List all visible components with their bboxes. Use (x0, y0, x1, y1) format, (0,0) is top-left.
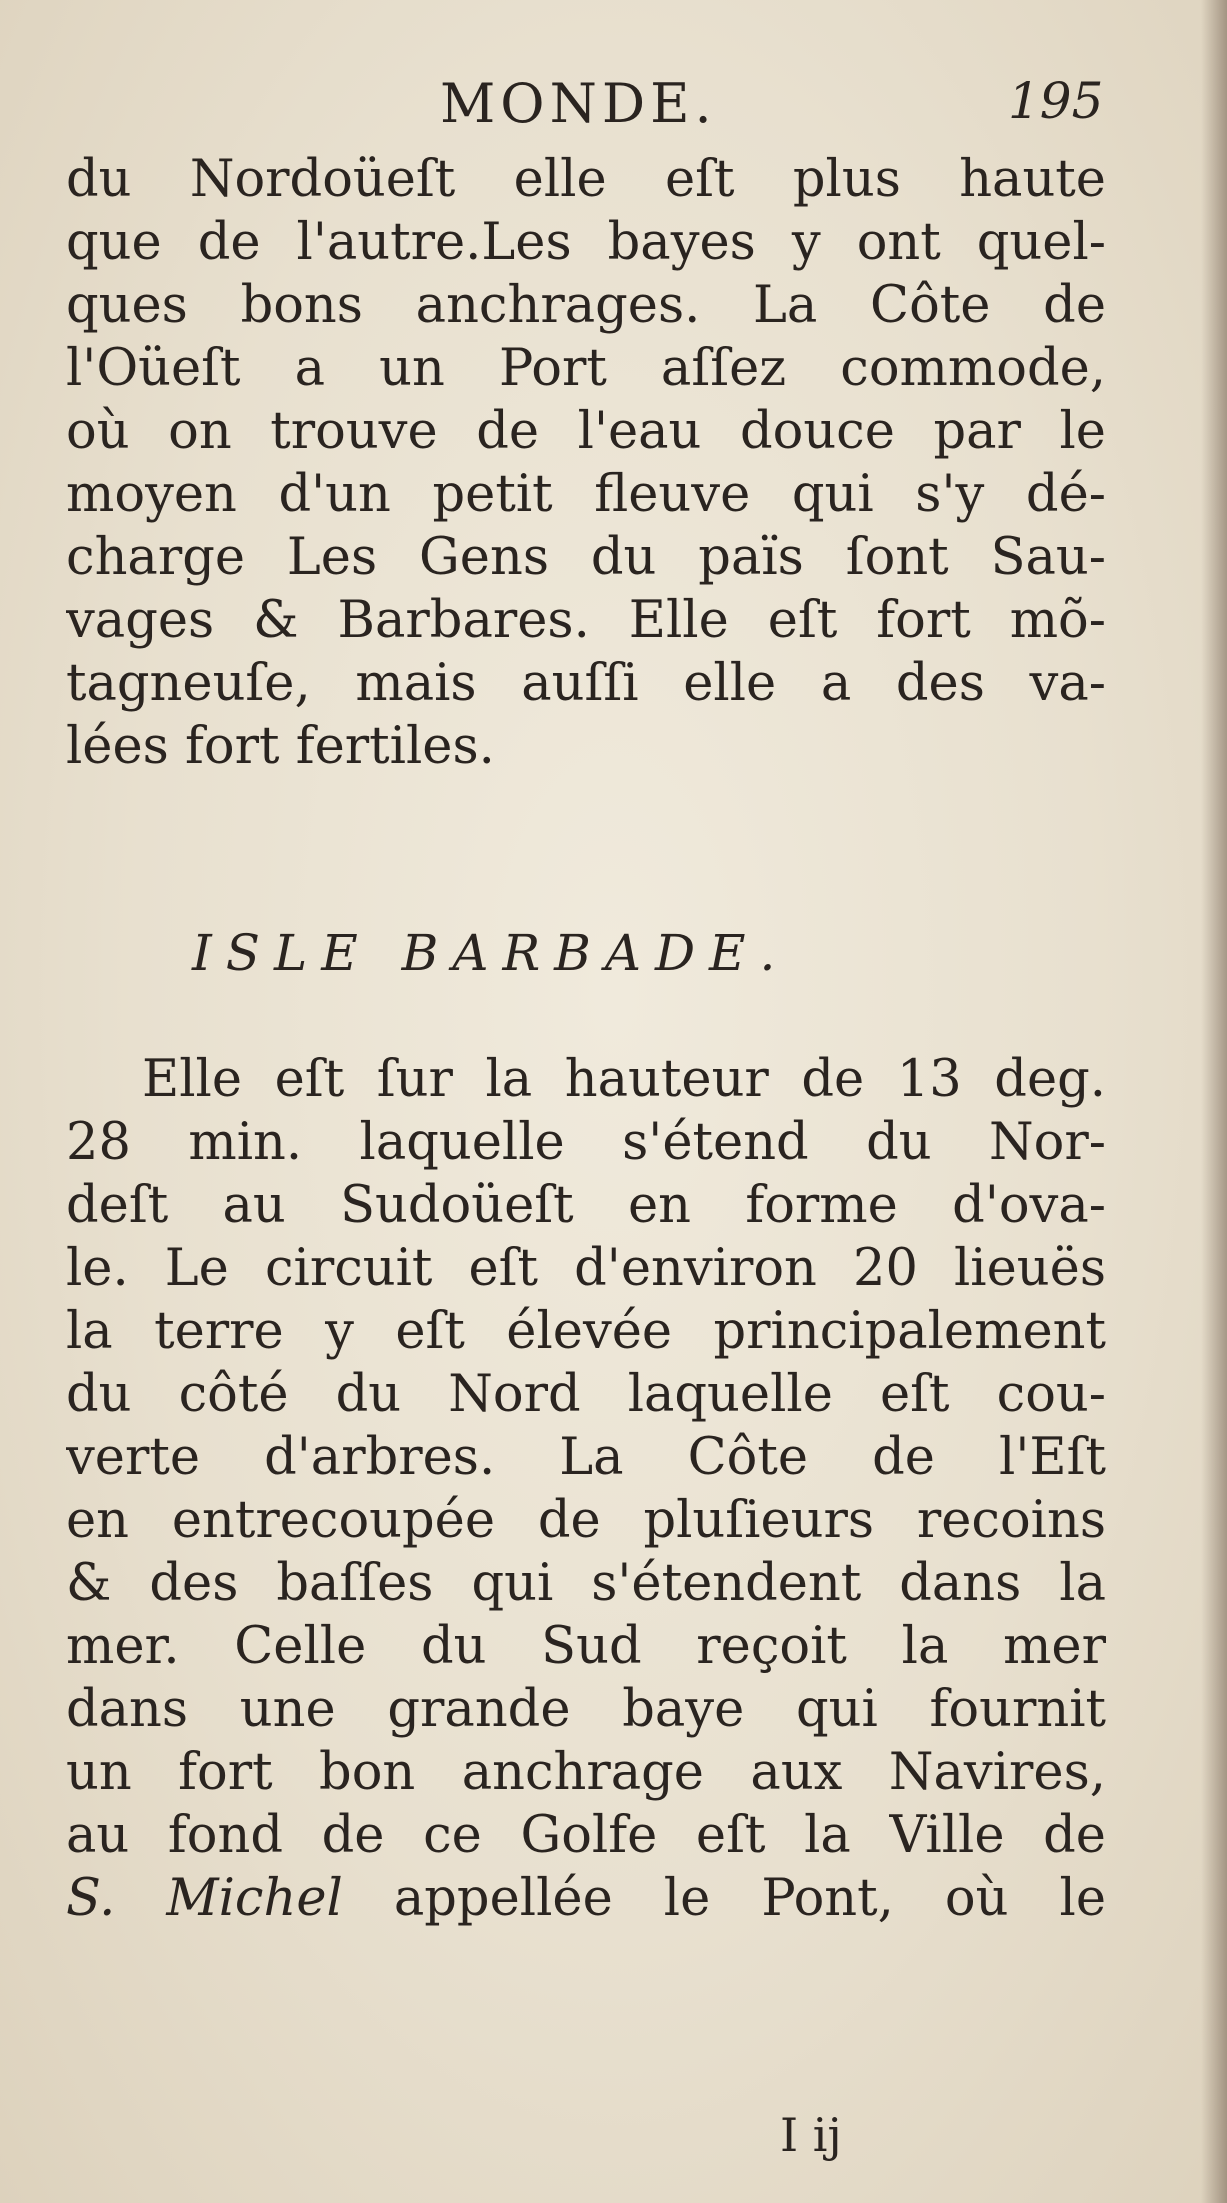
text-line: tagneuſe, mais auſſi elle a des va- (66, 654, 1106, 713)
text-line: l'Oüeſt a un Port aſſez commode, (66, 339, 1106, 398)
text-line-last (66, 1867, 1106, 1930)
text-line: charge Les Gens du païs ſont Sau- (66, 528, 1106, 587)
text-line: deſt au Sudoüeſt en forme d'ova- (66, 1176, 1106, 1235)
text-line: du Nordoüeſt elle eſt plus haute (66, 150, 1106, 209)
page-number: 195 (1008, 72, 1104, 130)
text-line: vages & Barbares. Elle eſt fort mõ- (66, 591, 1106, 650)
text-line: Elle eſt ſur la hauteur de 13 deg. (142, 1050, 1106, 1109)
text-line: ques bons anchrages. La Côte de (66, 276, 1106, 335)
text-line: la terre y eſt élevée principalement (66, 1302, 1106, 1361)
text-line: du côté du Nord laquelle eſt cou- (66, 1365, 1106, 1424)
text-line: moyen d'un petit fleuve qui s'y dé- (66, 465, 1106, 524)
text-line-remainder: appellée le Pont, où le (342, 1869, 1106, 1928)
running-head: MONDE. (440, 72, 717, 135)
text-line: où on trouve de l'eau douce par le (66, 402, 1106, 461)
italic-place-name: S. Michel (66, 1869, 343, 1928)
page-header (0, 72, 1227, 142)
text-line: verte d'arbres. La Côte de l'Eſt (66, 1428, 1106, 1487)
text-line: & des baſſes qui s'étendent dans la (66, 1554, 1106, 1613)
section-heading: ISLE BARBADE. (192, 924, 790, 982)
text-line: lées fort fertiles. (66, 717, 495, 776)
text-line: mer. Celle du Sud reçoit la mer (66, 1617, 1106, 1676)
paragraph-two (66, 1048, 1106, 1930)
text-line: le. Le circuit eſt d'environ 20 lieuës (66, 1239, 1106, 1298)
signature-mark: I ij (780, 2108, 842, 2162)
text-line: un fort bon anchrage aux Navires, (66, 1743, 1106, 1802)
text-line: au fond de ce Golfe eſt la Ville de (66, 1806, 1106, 1865)
text-line: que de l'autre.Les bayes y ont quel- (66, 213, 1106, 272)
paragraph-one (66, 148, 1106, 778)
text-line: en entrecoupée de pluſieurs recoins (66, 1491, 1106, 1550)
text-line: 28 min. laquelle s'étend du Nor- (66, 1113, 1106, 1172)
text-line: dans une grande baye qui fournit (66, 1680, 1106, 1739)
